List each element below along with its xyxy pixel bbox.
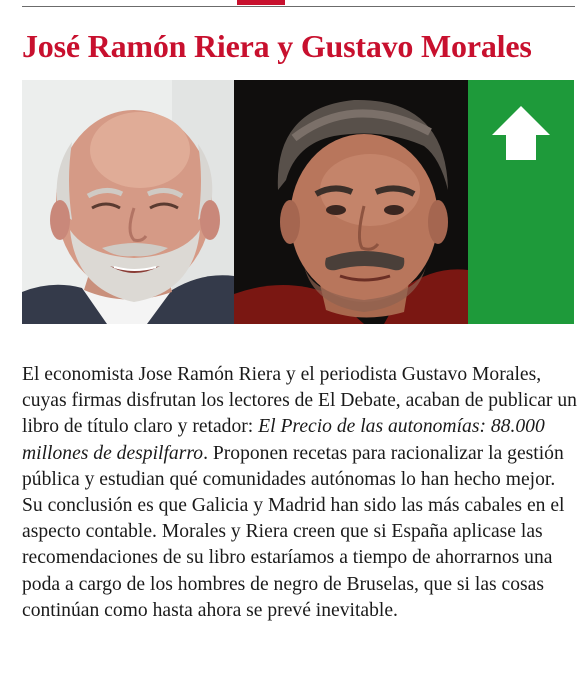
portrait-right: [234, 80, 468, 324]
book-title: El Precio de las autonomías: 88.000 millones de despilfarro: [22, 416, 545, 464]
headline: José Ramón Riera y Gustavo Morales: [22, 28, 532, 64]
body-text-intro: El economista Jose Ramón Riera y el periodista Gustavo Morales, cuyas firmas disfrutan los lectores de El Debate, acaban de publicar un libro de título claro y retador:: [22, 364, 577, 438]
article-body: [22, 362, 577, 624]
body-text-rest: . Proponen recetas para racionalizar la gestión pública y estudian qué comunidades autónomas lo han hecho mejor. Su conclusión es que Galicia y Madrid han sido las más cabales en el aspecto contable. Morales y Riera creen que si España aplicase las recomendaciones de su libro estaríamos a tiempo de ahorrarnos una poda a cargo de los hombres de negro de Bruselas, que si las cosas continúan como hasta ahora se prevé inevitable.: [22, 442, 565, 621]
portrait-left: [22, 80, 234, 324]
arrow-up-icon: [490, 104, 552, 162]
portrait-right-image: [234, 80, 468, 324]
section-accent-bar: [237, 0, 285, 5]
photo-strip: [22, 80, 574, 324]
trend-panel: [468, 80, 574, 324]
top-divider: [22, 6, 575, 7]
portrait-left-image: [22, 80, 234, 324]
